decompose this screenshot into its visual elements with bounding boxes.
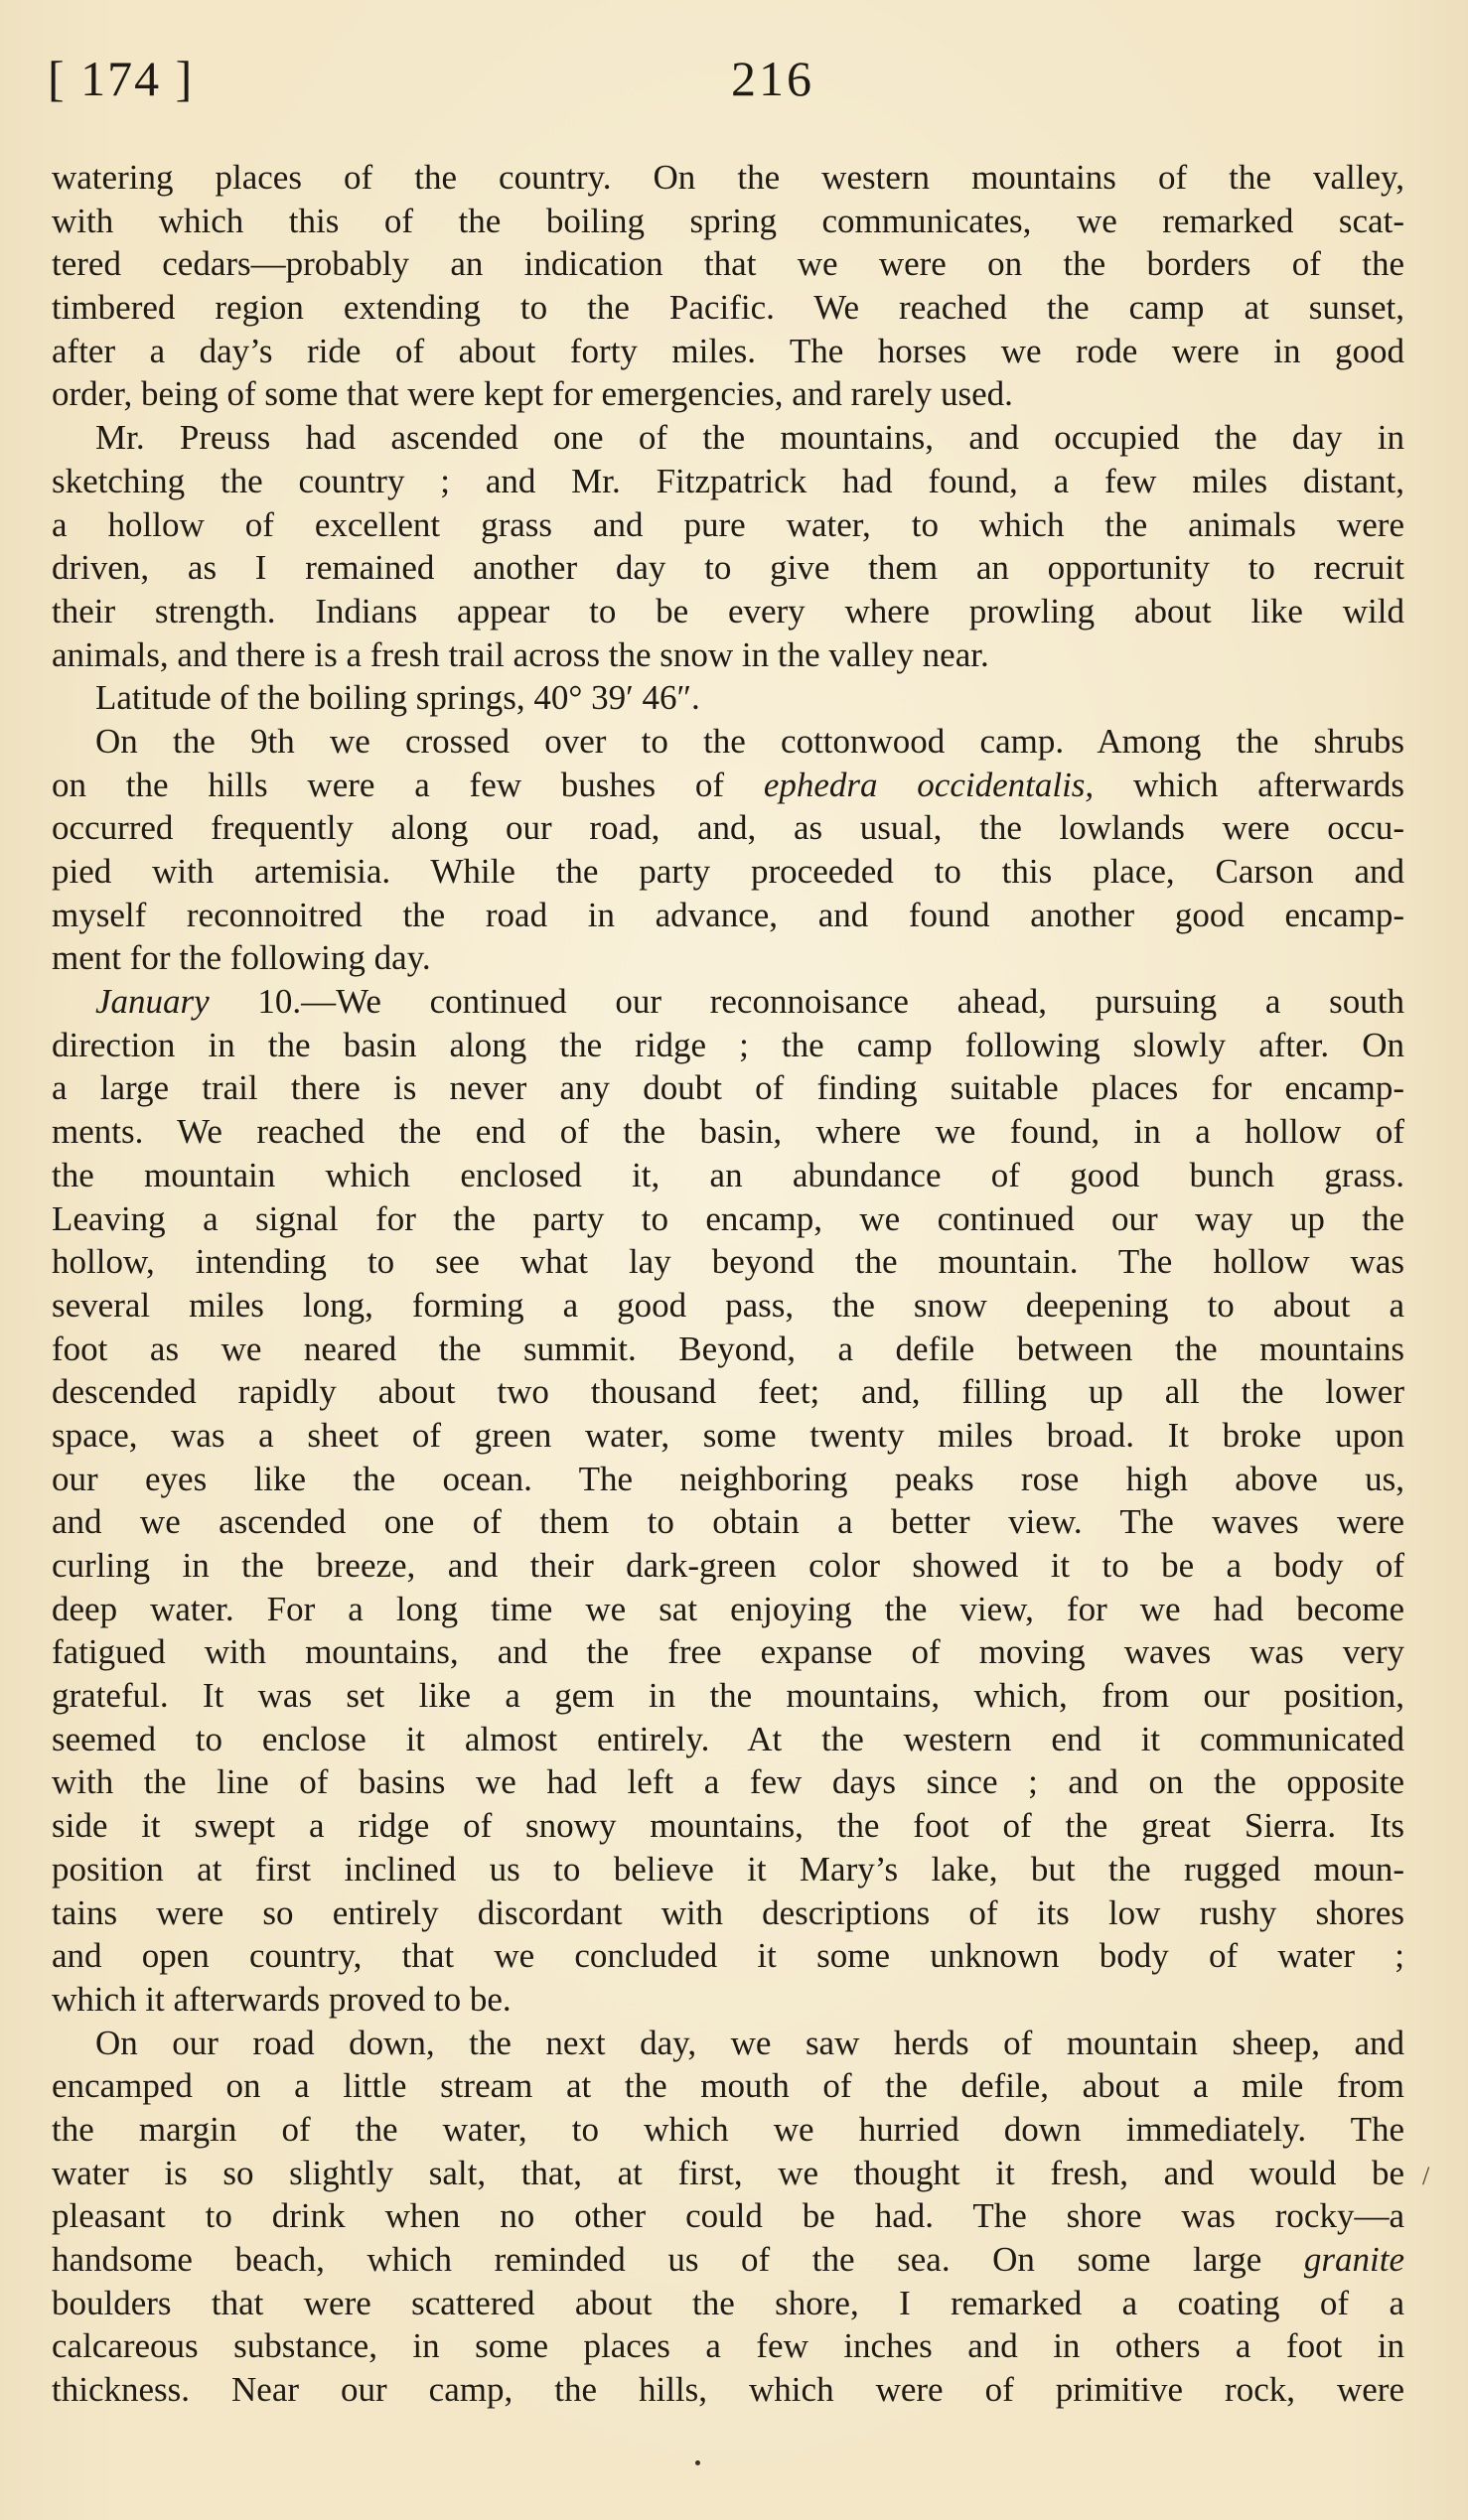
text-line: our eyes like the ocean. The neighboring peaks rose high above us, [52, 1459, 1404, 1498]
text-line: with which this of the boiling spring communicates, we remarked scat- [52, 201, 1404, 240]
text-line: and we ascended one of them to obtain a better view. The waves were [52, 1502, 1404, 1542]
text-line: a hollow of excellent grass and pure water, to which the animals were [52, 504, 1404, 544]
text-line [52, 980, 1404, 1024]
text-line: thickness. Near our camp, the hills, which were of primitive rock, were [52, 2370, 1404, 2410]
text-line: animals, and there is a fresh trail across the snow in the valley near. [52, 634, 989, 674]
body-text [52, 156, 1404, 2412]
text-segment: on the hills were a few bushes of [52, 765, 764, 804]
text-segment: which afterwards [1094, 765, 1404, 804]
text-line: position at first inclined us to believe it Mary’s lake, but the rugged moun- [52, 1849, 1404, 1889]
italic-term: ephedra occidentalis, [763, 765, 1095, 804]
text-line: myself reconnoitred the road in advance, and found another good encamp- [52, 895, 1404, 934]
text-line: a large trail there is never any doubt of finding suitable places for encamp- [52, 1068, 1404, 1108]
text-line: ments. We reached the end of the basin, where we found, in a hollow of [52, 1112, 1404, 1152]
text-line: with the line of basins we had left a few days since ; and on the opposite [52, 1762, 1404, 1802]
margin-mark: / [1422, 2162, 1430, 2190]
text-line: Mr. Preuss had ascended one of the mountains, and occupied the day in [95, 418, 1404, 458]
text-line: their strength. Indians appear to be every where prowling about like wild [52, 591, 1404, 630]
text-line: tains were so entirely discordant with descriptions of its low rushy shores [52, 1892, 1404, 1932]
text-line: fatigued with mountains, and the free expanse of moving waves was very [52, 1632, 1404, 1672]
text-line: foot as we neared the summit. Beyond, a defile between the mountains [52, 1329, 1404, 1368]
text-line: deep water. For a long time we sat enjoying the view, for we had become [52, 1589, 1404, 1628]
text-line [52, 764, 1404, 807]
text-line: direction in the basin along the ridge ; the camp following slowly after. On [52, 1025, 1404, 1064]
text-line: sketching the country ; and Mr. Fitzpatrick had found, a few miles distant, [52, 461, 1404, 500]
text-line: curling in the breeze, and their dark-green color showed it to be a body of [52, 1546, 1404, 1585]
text-line: pied with artemisia. While the party proceeded to this place, Carson and [52, 852, 1404, 891]
text-line: several miles long, forming a good pass, the snow deepening to about a [52, 1285, 1404, 1325]
page-number: 216 [731, 51, 814, 106]
text-line: after a day’s ride of about forty miles. The horses we rode were in good [52, 331, 1404, 370]
text-line: driven, as I remained another day to give them an opportunity to recruit [52, 548, 1404, 588]
text-line: seemed to enclose it almost entirely. At the western end it communicated [52, 1719, 1404, 1758]
italic-term: January [95, 982, 210, 1022]
text-line: order, being of some that were kept for emergencies, and rarely used. [52, 374, 1013, 414]
text-line: water is so slightly salt, that, at first, we thought it fresh, and would be [52, 2153, 1404, 2192]
text-line: timbered region extending to the Pacific. We reached the camp at sunset, [52, 288, 1404, 328]
text-line: Leaving a signal for the party to encamp, we continued our way up the [52, 1198, 1404, 1238]
italic-term: granite [1303, 2240, 1404, 2279]
text-line: grateful. It was set like a gem in the mountains, which, from our position, [52, 1676, 1404, 1716]
text-line: calcareous substance, in some places a few inches and in others a foot in [52, 2326, 1404, 2366]
text-line: encamped on a little stream at the mouth of the defile, about a mile from [52, 2066, 1404, 2106]
text-line: space, was a sheet of green water, some twenty miles broad. It broke upon [52, 1415, 1404, 1455]
ink-speck [695, 2460, 700, 2465]
text-line: and open country, that we concluded it some unknown body of water ; [52, 1936, 1404, 1976]
text-line [52, 2238, 1404, 2282]
page-header [48, 50, 1418, 119]
text-line: side it swept a ridge of snowy mountains, the foot of the great Sierra. Its [52, 1806, 1404, 1846]
text-line: descended rapidly about two thousand feet; and, filling up all the lower [52, 1372, 1404, 1412]
text-line: watering places of the country. On the western mountains of the valley, [52, 158, 1404, 197]
text-line: tered cedars—probably an indication that we were on the borders of the [52, 244, 1404, 284]
text-line: On the 9th we crossed over to the cottonwood camp. Among the shrubs [95, 721, 1404, 761]
text-line: the margin of the water, to which we hurried down immediately. The [52, 2109, 1404, 2149]
text-line: pleasant to drink when no other could be had. The shore was rocky—a [52, 2196, 1404, 2236]
text-line: boulders that were scattered about the shore, I remarked a coating of a [52, 2283, 1404, 2322]
text-line: occurred frequently along our road, and, as usual, the lowlands were occu- [52, 808, 1404, 848]
text-line: hollow, intending to see what lay beyond the mountain. The hollow was [52, 1242, 1404, 1282]
text-segment: handsome beach, which reminded us of the sea. On some large [52, 2240, 1304, 2279]
text-line: On our road down, the next day, we saw herds of mountain sheep, and [95, 2023, 1404, 2062]
original-page-reference: [ 174 ] [48, 51, 195, 106]
text-line: which it afterwards proved to be. [52, 1979, 512, 2019]
text-line: ment for the following day. [52, 938, 431, 978]
text-segment: 10.—We continued our reconnoisance ahead, pursuing a south [209, 982, 1404, 1022]
text-line: the mountain which enclosed it, an abundance of good bunch grass. [52, 1155, 1404, 1194]
text-line: Latitude of the boiling springs, 40° 39′ 46″. [95, 678, 700, 718]
